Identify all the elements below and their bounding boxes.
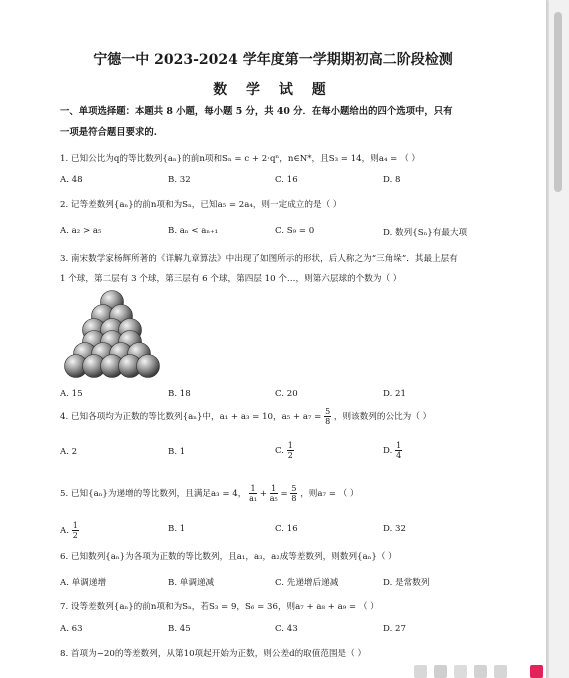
q7-option-b: B. 45 [168,624,191,634]
q4-d-den: 4 [396,451,402,460]
q2-option-c: C. S₉ = 0 [275,226,315,236]
q4-text-pre: 4. 已知各项均为正数的等比数列{aₙ}中，a₁ + a₃ = 10，a₅ + a₇ = [60,412,322,422]
tray-app-icon[interactable] [474,665,487,678]
q5-f3-num: 5 [291,484,297,493]
question-2: 2. 记等差数列{aₙ}的前n项和为Sₙ，已知a₅ = 2a₄，则一定成立的是（ ） [60,200,342,210]
q1-option-d: D. 8 [383,175,401,185]
taskbar-tray [400,664,569,678]
vertical-scrollbar[interactable] [549,0,569,678]
q7-option-a: A. 63 [60,624,83,634]
q2-option-a: A. a₂ > a₅ [60,226,102,236]
q1-option-c: C. 16 [275,175,298,185]
q4-option-c [275,441,294,460]
q5-option-a-fraction [72,521,79,540]
question-1: 1. 已知公比为q的等比数列{aₙ}的前n项和Sₙ = c + 2·qⁿ，n∈N*，且S₃ = 14，则a₄ = （ ） [60,154,420,164]
tray-app-icon[interactable] [414,665,427,678]
q4-option-a: A. 2 [60,447,78,457]
q4-option-c-fraction [287,441,294,460]
q1-option-b: B. 32 [168,175,191,185]
q1-option-a: A. 48 [60,175,83,185]
q4-option-d-label: D. [383,446,393,456]
section-heading: 一、单项选择题：本题共 8 小题，每小题 5 分，共 40 分．在每小题给出的四个选项中，只有 [60,106,453,117]
q6-option-c: C. 先递增后递减 [275,578,339,588]
tray-app-icon[interactable] [494,665,507,678]
q6-option-d: D. 是常数列 [383,578,430,588]
q4-option-d-fraction [395,441,402,460]
q4-d-num: 1 [396,441,402,450]
q5-fraction-3 [290,484,297,503]
q5-equals: = [280,489,288,499]
q3-option-b: B. 18 [168,389,191,399]
q4-fraction [324,407,331,426]
q7-option-d: D. 27 [383,624,406,634]
q2-option-d: D. 数列{Sₙ}有最大项 [383,228,468,238]
tray-app-icon[interactable] [434,665,447,678]
q5-option-b: B. 1 [168,524,186,534]
q5-fraction-1 [249,484,257,503]
q3-option-c: C. 20 [275,389,298,399]
q3-option-d: D. 21 [383,389,406,399]
q4-c-den: 2 [287,451,293,460]
q6-option-b: B. 单调递减 [168,578,215,588]
question-3-line1: 3. 南宋数学家杨辉所著的《详解九章算法》中出现了如图所示的形状，后人称之为“三角垛”．其最上层有 [60,254,458,264]
q5-option-a [60,521,79,540]
exam-subtitle: 数 学 试 题 [213,82,333,98]
q7-option-c: C. 43 [275,624,298,634]
q4-frac-den: 8 [325,417,331,426]
pile-ball [137,355,160,378]
scrollbar-thumb[interactable] [554,12,562,192]
q4-option-d [383,441,402,460]
exam-title: 宁德一中 2023-2024 学年度第一学期期初高二阶段检测 [93,52,453,68]
pink-app-icon[interactable] [530,665,543,678]
question-7: 7. 设等差数列{aₙ}的前n项和为Sₙ，若S₃ = 9，S₆ = 36，则a₇ + a₈ + a₉ = （ ） [60,602,379,612]
q4-frac-num: 5 [325,407,331,416]
q5-a-num: 1 [72,521,78,530]
q5-text-pre: 5. 已知{aₙ}为递增的等比数列，且满足a₃ = 4， [60,489,247,499]
tray-app-icon[interactable] [454,665,467,678]
q4-text-post: ，则该数列的公比为（ ） [333,412,432,422]
q5-plus: + [259,489,267,499]
q4-option-c-label: C. [275,446,285,456]
q5-text-post: ，则a₇ = （ ） [300,489,359,499]
q5-f3-den: 8 [291,494,297,503]
q5-option-d: D. 32 [383,524,406,534]
q5-option-c: C. 16 [275,524,298,534]
q5-f2-num: 1 [271,484,277,493]
q5-f1-den: a₁ [249,494,258,503]
q4-option-b: B. 1 [168,447,186,457]
q5-f1-num: 1 [250,484,256,493]
question-6: 6. 已知数列{aₙ}为各项为正数的等比数列，且a₁，a₃，a₂成等差数列，则数列{aₙ}（ ） [60,552,397,562]
q6-option-a: A. 单调递增 [60,578,107,588]
q3-option-a: A. 15 [60,389,83,399]
q5-fraction-2 [270,484,278,503]
q5-option-a-label: A. [60,526,69,536]
question-3-line2: 1 个球，第二层有 3 个球，第三层有 6 个球，第四层 10 个…，则第六层球的个数为（ ） [60,274,402,284]
section-heading-cont: 一项是符合题目要求的. [60,127,158,138]
question-4 [60,407,431,426]
triangular-ball-pile-figure [56,288,168,383]
question-5 [60,484,359,503]
q5-f2-den: a₅ [269,494,278,503]
q2-option-b: B. aₙ < aₙ₊₁ [168,226,219,236]
question-8: 8. 首项为−20的等差数列，从第10项起开始为正数，则公差d的取值范围是（ ） [60,649,367,659]
q4-c-num: 1 [287,441,293,450]
q5-a-den: 2 [72,531,78,540]
